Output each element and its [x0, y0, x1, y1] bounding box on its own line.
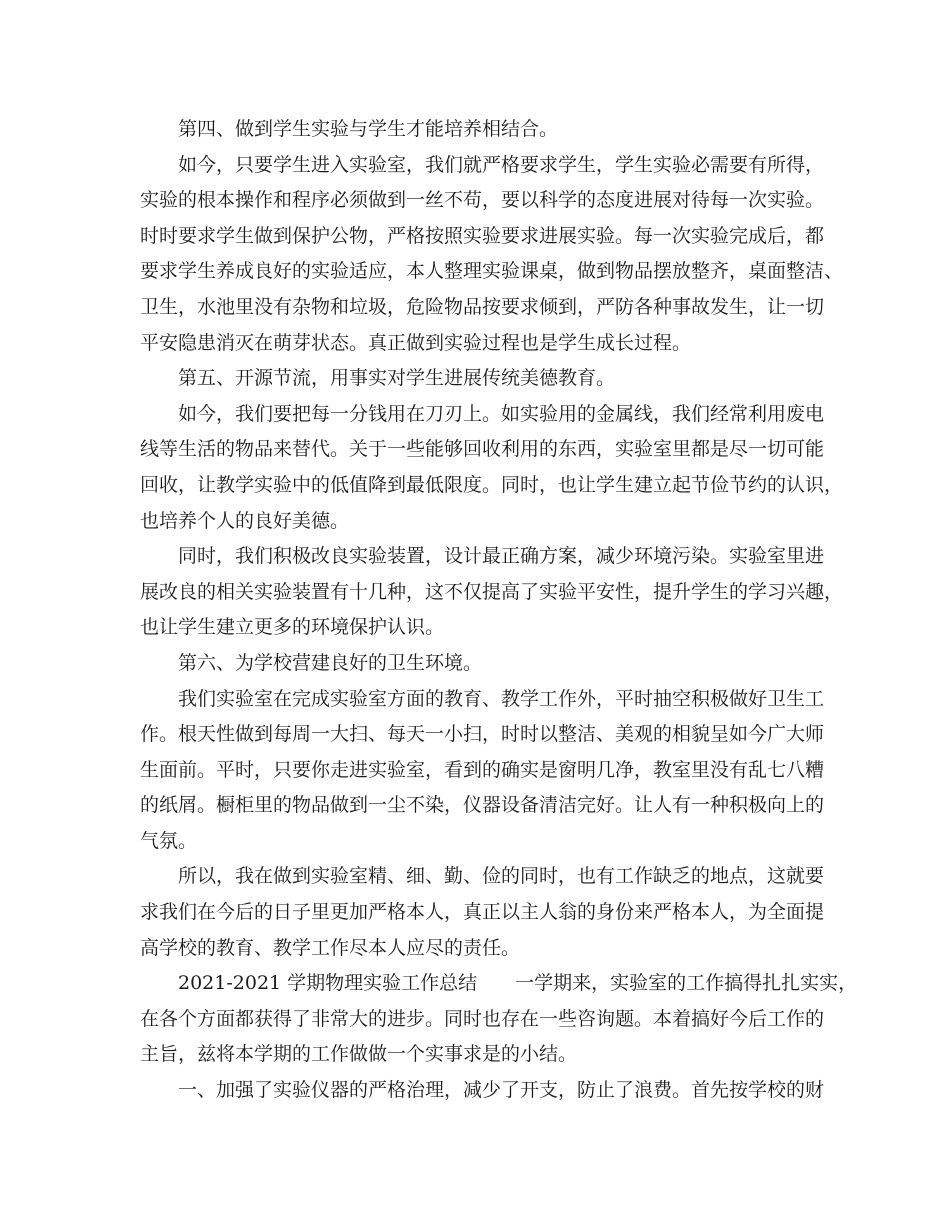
text-line: 气氛。	[140, 829, 198, 852]
text-line: 2021-2021 学期物理实验工作总结 一学期来，实验室的工作搞得扎扎实实，	[178, 972, 858, 995]
text-line: 一、加强了实验仪器的严格治理，减少了开支，防止了浪费。首先按学校的财	[178, 1079, 825, 1102]
document-body	[140, 112, 858, 1109]
text-line: 如今，只要学生进入实验室，我们就严格要求学生，学生实验必需要有所得，	[178, 153, 825, 176]
text-line: 回收，让教学实验中的低值降到最低限度。同时，也让学生建立起节俭节约的认识，	[140, 473, 844, 496]
text-line: 卫生，水池里没有杂物和垃圾，危险物品按要求倾到，严防各种事故发生，让一切	[140, 295, 825, 318]
text-line: 线等生活的物品来替代。关于一些能够回收利用的东西，实验室里都是尽一切可能	[140, 438, 825, 461]
text-line: 展改良的相关实验装置有十几种，这不仅提高了实验平安性，提升学生的学习兴趣，	[140, 580, 844, 603]
text-line: 生面前。平时，只要你走进实验室，看到的确实是窗明几净，教室里没有乱七八糟	[140, 758, 825, 781]
text-line: 如今，我们要把每一分钱用在刀刃上。如实验用的金属线，我们经常利用废电	[178, 402, 825, 425]
text-line: 也培养个人的良好美德。	[140, 509, 350, 532]
text-line: 要求学生养成良好的实验适应，本人整理实验课桌，做到物品摆放整齐，桌面整洁、	[140, 260, 844, 283]
text-line: 主旨，兹将本学期的工作做做一个实事求是的小结。	[140, 1043, 578, 1066]
text-line: 实验的根本操作和程序必须做到一丝不苟，要以科学的态度进展对待每一次实验。	[140, 189, 825, 212]
text-line: 作。根天性做到每周一大扫、每天一小扫，时时以整洁、美观的相貌呈如今广大师	[140, 723, 825, 746]
text-line: 所以，我在做到实验室精、细、勤、俭的同时，也有工作缺乏的地点，这就要	[178, 865, 825, 888]
text-line: 高学校的教育、教学工作尽本人应尽的责任。	[140, 936, 521, 959]
text-line: 同时，我们积极改良实验装置，设计最正确方案，减少环境污染。实验室里进	[178, 545, 825, 568]
text-line: 在各个方面都获得了非常大的进步。同时也存在一些咨询题。本着搞好今后工作的	[140, 1007, 825, 1030]
text-line: 时时要求学生做到保护公物，严格按照实验要求进展实验。每一次实验完成后，都	[140, 224, 825, 247]
text-line: 求我们在今后的日子里更加严格本人，真正以主人翁的身份来严格本人，为全面提	[140, 901, 825, 924]
text-line: 的纸屑。橱柜里的物品做到一尘不染，仪器设备清洁完好。让人有一种积极向上的	[140, 794, 825, 817]
text-line: 也让学生建立更多的环境保护认识。	[140, 616, 445, 639]
text-line: 平安隐患消灭在萌芽状态。真正做到实验过程也是学生成长过程。	[140, 331, 692, 354]
text-line: 我们实验室在完成实验室方面的教育、教学工作外，平时抽空积极做好卫生工	[178, 687, 825, 710]
text-line: 第五、开源节流，用事实对学生进展传统美德教育。	[178, 367, 616, 390]
text-line: 第四、做到学生实验与学生才能培养相结合。	[178, 118, 559, 140]
text-line: 第六、为学校营建良好的卫生环境。	[178, 651, 483, 674]
